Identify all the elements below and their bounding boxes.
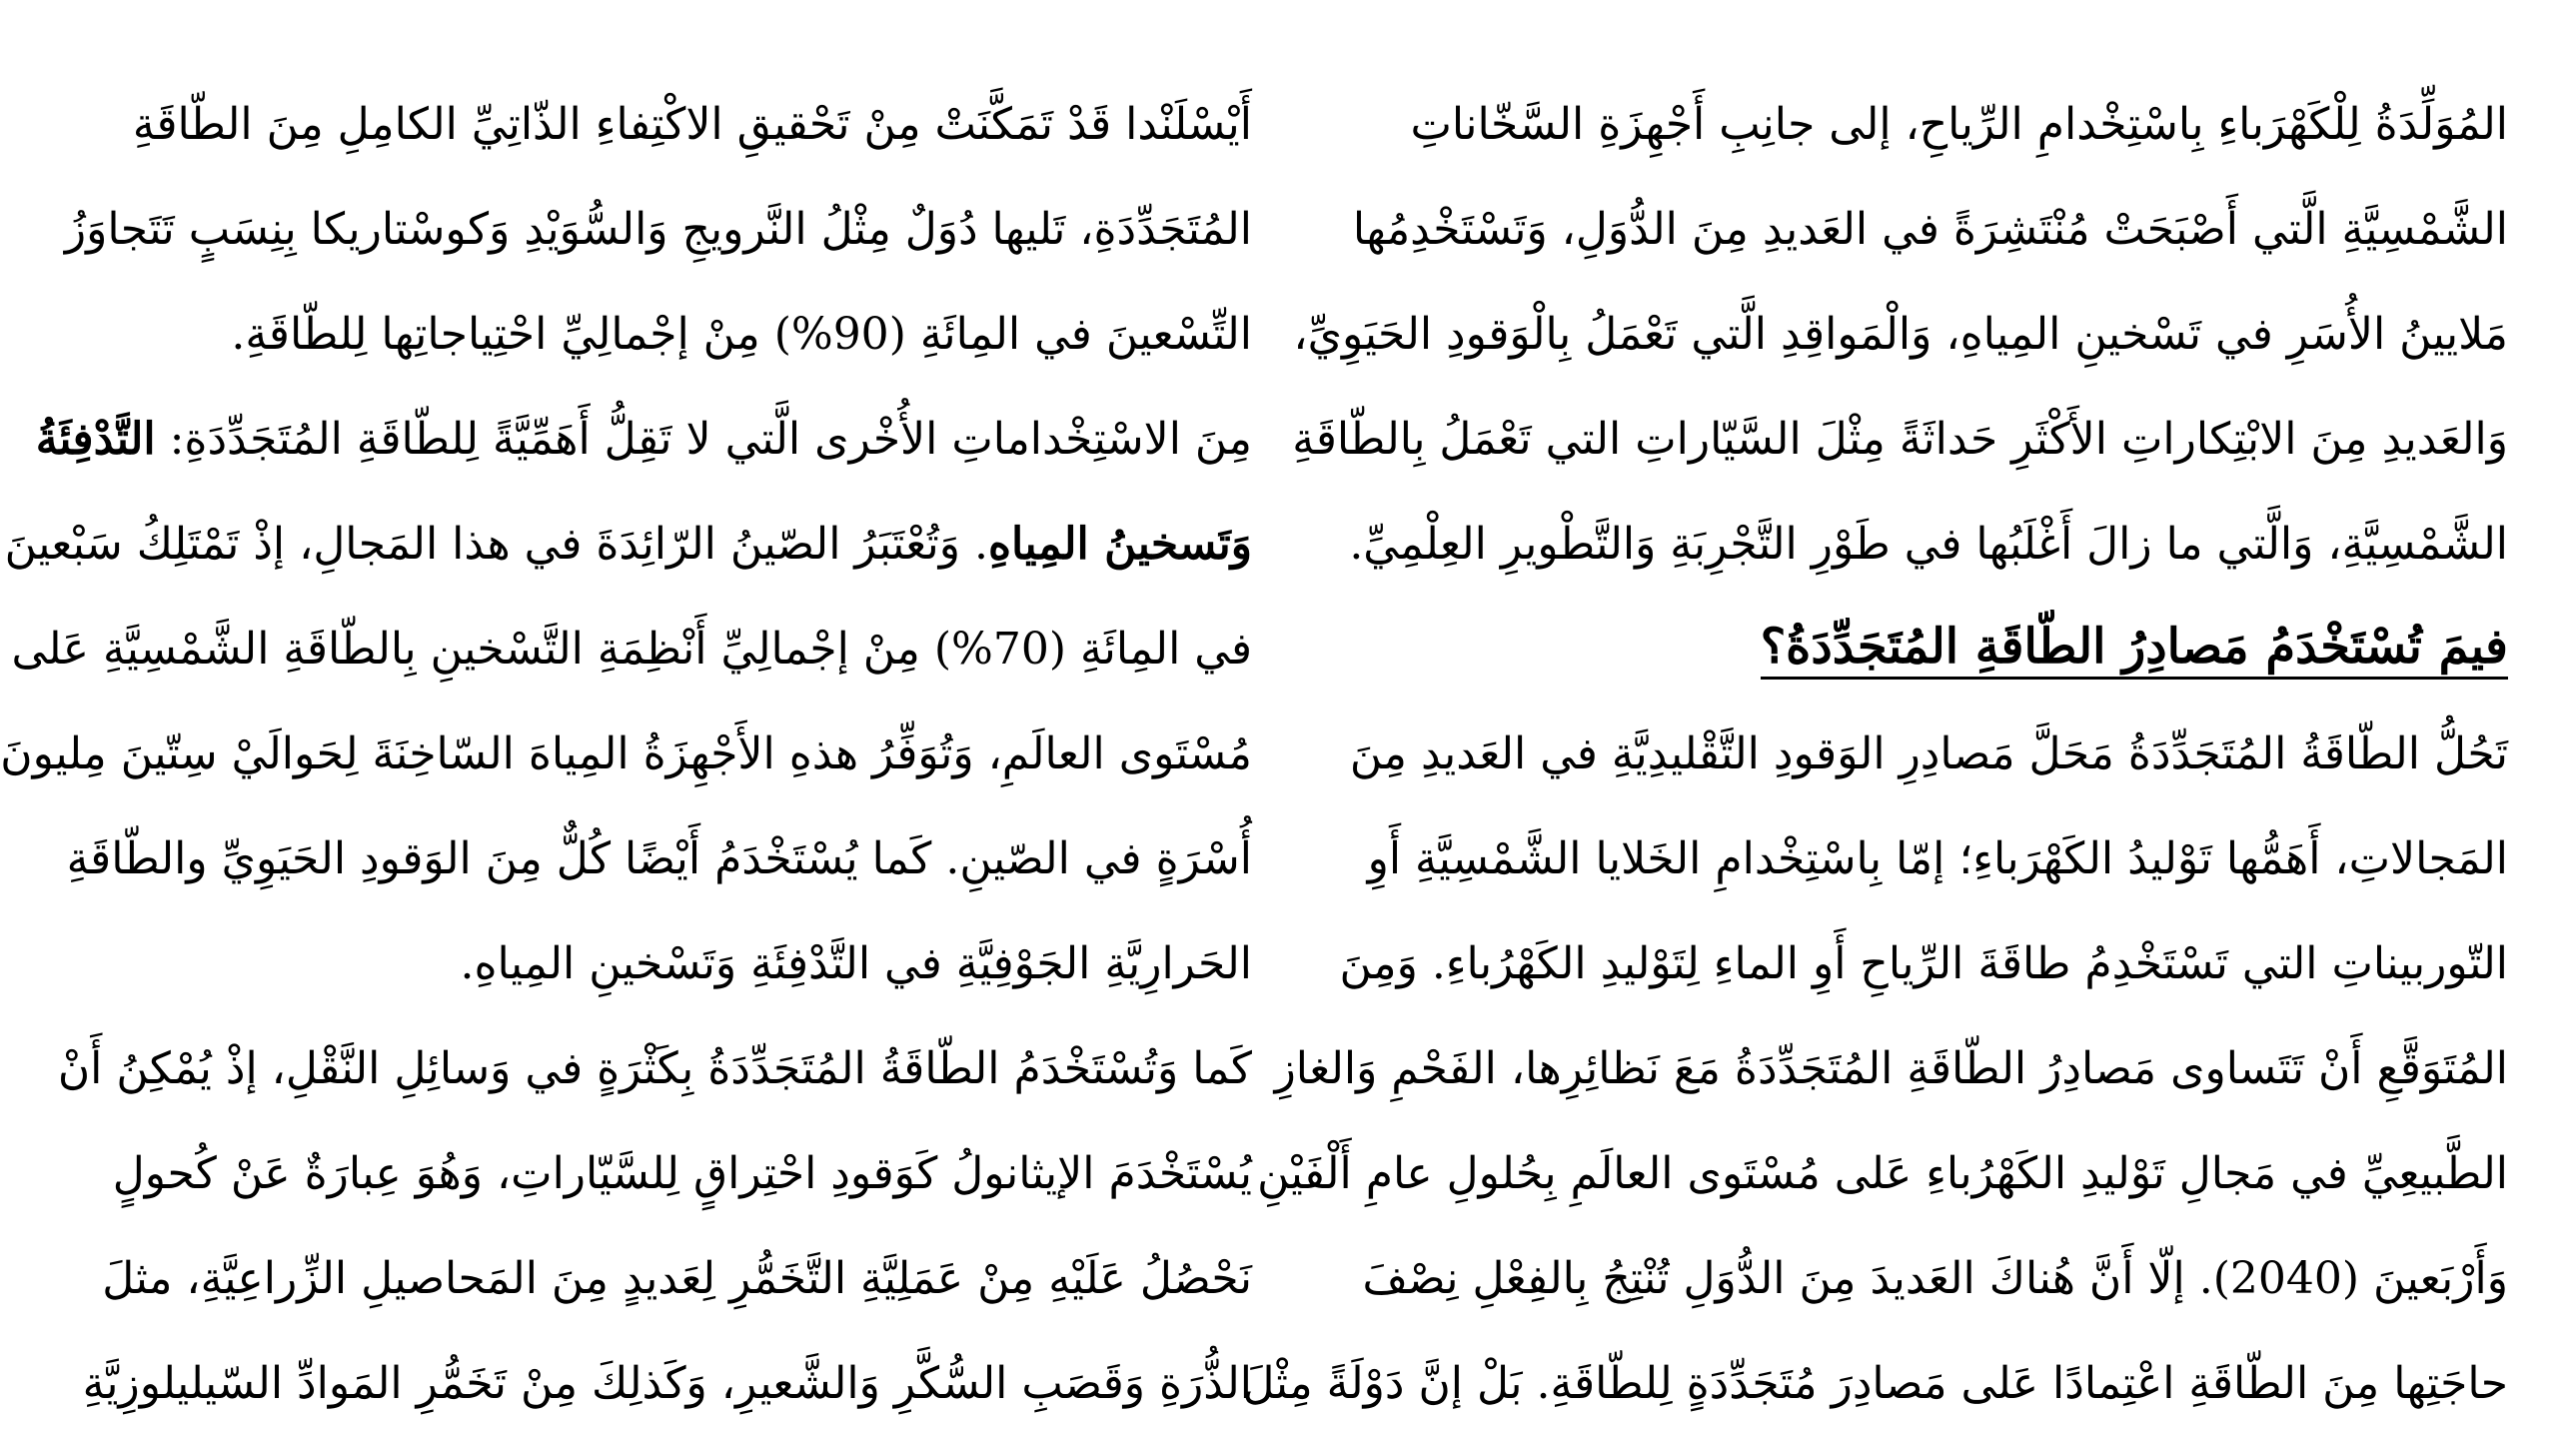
paragraph-line: كَما وَتُسْتَخْدَمُ الطّاقَةُ المُتَجَدِّدَةُ بِكَثْرَةٍ في وَسائِلِ النَّقْلِ، إذْ يُمْكِنُ أَنْ bbox=[57, 1043, 1252, 1094]
paragraph-line: يُسْتَخْدَمَ الإيثانولُ كَوَقودِ احْتِراقٍ لِلسَّيّاراتِ، وَهُوَ عِبارَةٌ عَنْ كُحولٍ bbox=[112, 1148, 1252, 1199]
paragraph-line: وَالعَديدِ مِنَ الابْتِكاراتِ الأَكْثَرِ حَداثَةً مِثْلَ السَّيّاراتِ التي تَعْمَلُ بِالطّاقَةِ bbox=[1292, 414, 2508, 465]
paragraph-line: الحَرارِيَّةِ الجَوْفِيَّةِ في التَّدْفِئَةِ وَتَسْخينِ المِياهِ. bbox=[460, 938, 1252, 989]
line-text: . وَتُعْتَبَرُ الصّينُ الرّائِدَةَ في هذا المَجالِ، إذْ تَمْتَلِكُ سَبْعينَ bbox=[4, 519, 988, 570]
paragraph-line bbox=[4, 492, 1252, 597]
paragraph-line: مُسْتَوى العالَمِ، وَتُوَفِّرُ هذهِ الأَجْهِزَةُ المِياهَ السّاخِنَةَ لِحَوالَيْ سِتّينَ مِليونَ bbox=[0, 728, 1252, 779]
paragraph-line: حاجَتِها مِنَ الطّاقَةِ اعْتِمادًا عَلى مَصادِرَ مُتَجَدِّدَةٍ لِلطّاقَةِ. بَلْ إنَّ دَوْلَةً مِثْلَ bbox=[1242, 1358, 2508, 1409]
paragraph-line: المَجالاتِ، أَهَمُّها تَوْليدُ الكَهْرَباءِ؛ إمّا بِاسْتِخْدامِ الخَلايا الشَّمْسِيَّةِ أَوِ bbox=[1367, 833, 2508, 884]
paragraph-line: أَيْسْلَنْدا قَدْ تَمَكَّنَتْ مِنْ تَحْقيقِ الاكْتِفاءِ الذّاتِيِّ الكامِلِ مِنَ الطّاقَةِ bbox=[132, 99, 1252, 150]
section-heading bbox=[1334, 597, 2508, 702]
section-heading-text: فيمَ تُسْتَخْدَمُ مَصادِرُ الطّاقَةِ المُتَجَدِّدَةُ؟ bbox=[1761, 619, 2508, 680]
bold-term-heating: التَّدْفِئَةُ bbox=[35, 414, 156, 465]
paragraph-line: الشَّمْسِيَّةِ، وَالَّتي ما زالَ أَغْلَبُها في طَوْرِ التَّجْرِبَةِ وَالتَّطْويرِ العِلْمِيِّ. bbox=[1349, 519, 2508, 570]
paragraph-line bbox=[35, 387, 1252, 492]
paragraph-line: في المِائَةِ (70%) مِنْ إجْمالِيِّ أَنْظِمَةِ التَّسْخينِ بِالطّاقَةِ الشَّمْسِيَّةِ عَلى bbox=[11, 624, 1252, 675]
paragraph-line: التِّسْعينَ في المِائَةِ (90%) مِنْ إجْمالِيِّ احْتِياجاتِها لِلطّاقَةِ. bbox=[231, 309, 1252, 360]
paragraph-line: وَأَرْبَعينَ (2040). إلّا أَنَّ هُناكَ العَديدَ مِنَ الدُّوَلِ تُنْتِجُ بِالفِعْلِ نِصْفَ bbox=[1362, 1253, 2508, 1304]
bold-term-water-heating: وَتَسخينُ المِياهِ bbox=[987, 519, 1252, 570]
paragraph-line: الشَّمْسِيَّةِ الَّتي أَصْبَحَتْ مُنْتَشِرَةً في العَديدِ مِنَ الدُّوَلِ، وَتَسْتَخْدِمُها bbox=[1352, 204, 2508, 255]
left-column bbox=[0, 72, 1252, 1436]
paragraph-line: تَحُلُّ الطّاقَةُ المُتَجَدِّدَةُ مَحَلَّ مَصادِرِ الوَقودِ التَّقْليدِيَّةِ في العَديدِ مِنَ bbox=[1349, 728, 2508, 779]
paragraph-line: الطَّبيعِيِّ في مَجالِ تَوْليدِ الكَهْرُباءِ عَلى مُسْتَوى العالَمِ بِحُلولِ عامِ أَلْفَيْنِ bbox=[1257, 1148, 2508, 1199]
paragraph-line: الذُّرَةِ وَقَصَبِ السُّكَّرِ وَالشَّعيرِ، وَكَذلِكَ مِنْ تَخَمُّرِ المَوادِّ السّيليلوزِيَّةِ bbox=[82, 1358, 1252, 1409]
paragraph-line: المُوَلِّدَةُ لِلْكَهْرَباءِ بِاسْتِخْدامِ الرِّياحِ، إلى جانِبِ أَجْهِزَةِ السَّخّاناتِ bbox=[1410, 99, 2508, 150]
right-column bbox=[1242, 72, 2508, 1436]
paragraph-line: المُتَوَقَّعِ أَنْ تَتَساوى مَصادِرُ الطّاقَةِ المُتَجَدِّدَةُ مَعَ نَظائِرِها، الفَحْمِ وَالغازِ bbox=[1274, 1043, 2508, 1094]
paragraph-line: المُتَجَدِّدَةِ، تَليها دُوَلٌ مِثْلُ النَّرويجِ وَالسُّوَيْدِ وَكوسْتاريكا بِنِسَبٍ تَتَجاوَزُ bbox=[64, 204, 1252, 255]
paragraph-line: أُسْرَةٍ في الصّينِ. كَما يُسْتَخْدَمُ أَيْضًا كُلٌّ مِنَ الوَقودِ الحَيَوِيِّ والطّاقَةِ bbox=[66, 833, 1252, 884]
paragraph-line: التّوربيناتِ التي تَسْتَخْدِمُ طاقَةَ الرِّياحِ أَوِ الماءِ لِتَوْليدِ الكَهْرُباءِ. وَمِنَ bbox=[1339, 938, 2508, 989]
paragraph-line: نَحْصُلُ عَلَيْهِ مِنْ عَمَلِيَّةِ التَّخَمُّرِ لِعَديدٍ مِنَ المَحاصيلِ الزِّراعِيَّةِ، مثلَ bbox=[102, 1253, 1252, 1304]
line-text: مِنَ الاسْتِخْداماتِ الأُخْرى الَّتي لا تَقِلُّ أَهَمِّيَّةً لِلطّاقَةِ المُتَجَدِّدَةِ: bbox=[155, 414, 1252, 465]
paragraph-line: مَلايينُ الأُسَرِ في تَسْخينِ المِياهِ، وَالْمَواقِدِ الَّتي تَعْمَلُ بِالْوَقودِ الحَيَوِيِّ، bbox=[1293, 309, 2508, 360]
